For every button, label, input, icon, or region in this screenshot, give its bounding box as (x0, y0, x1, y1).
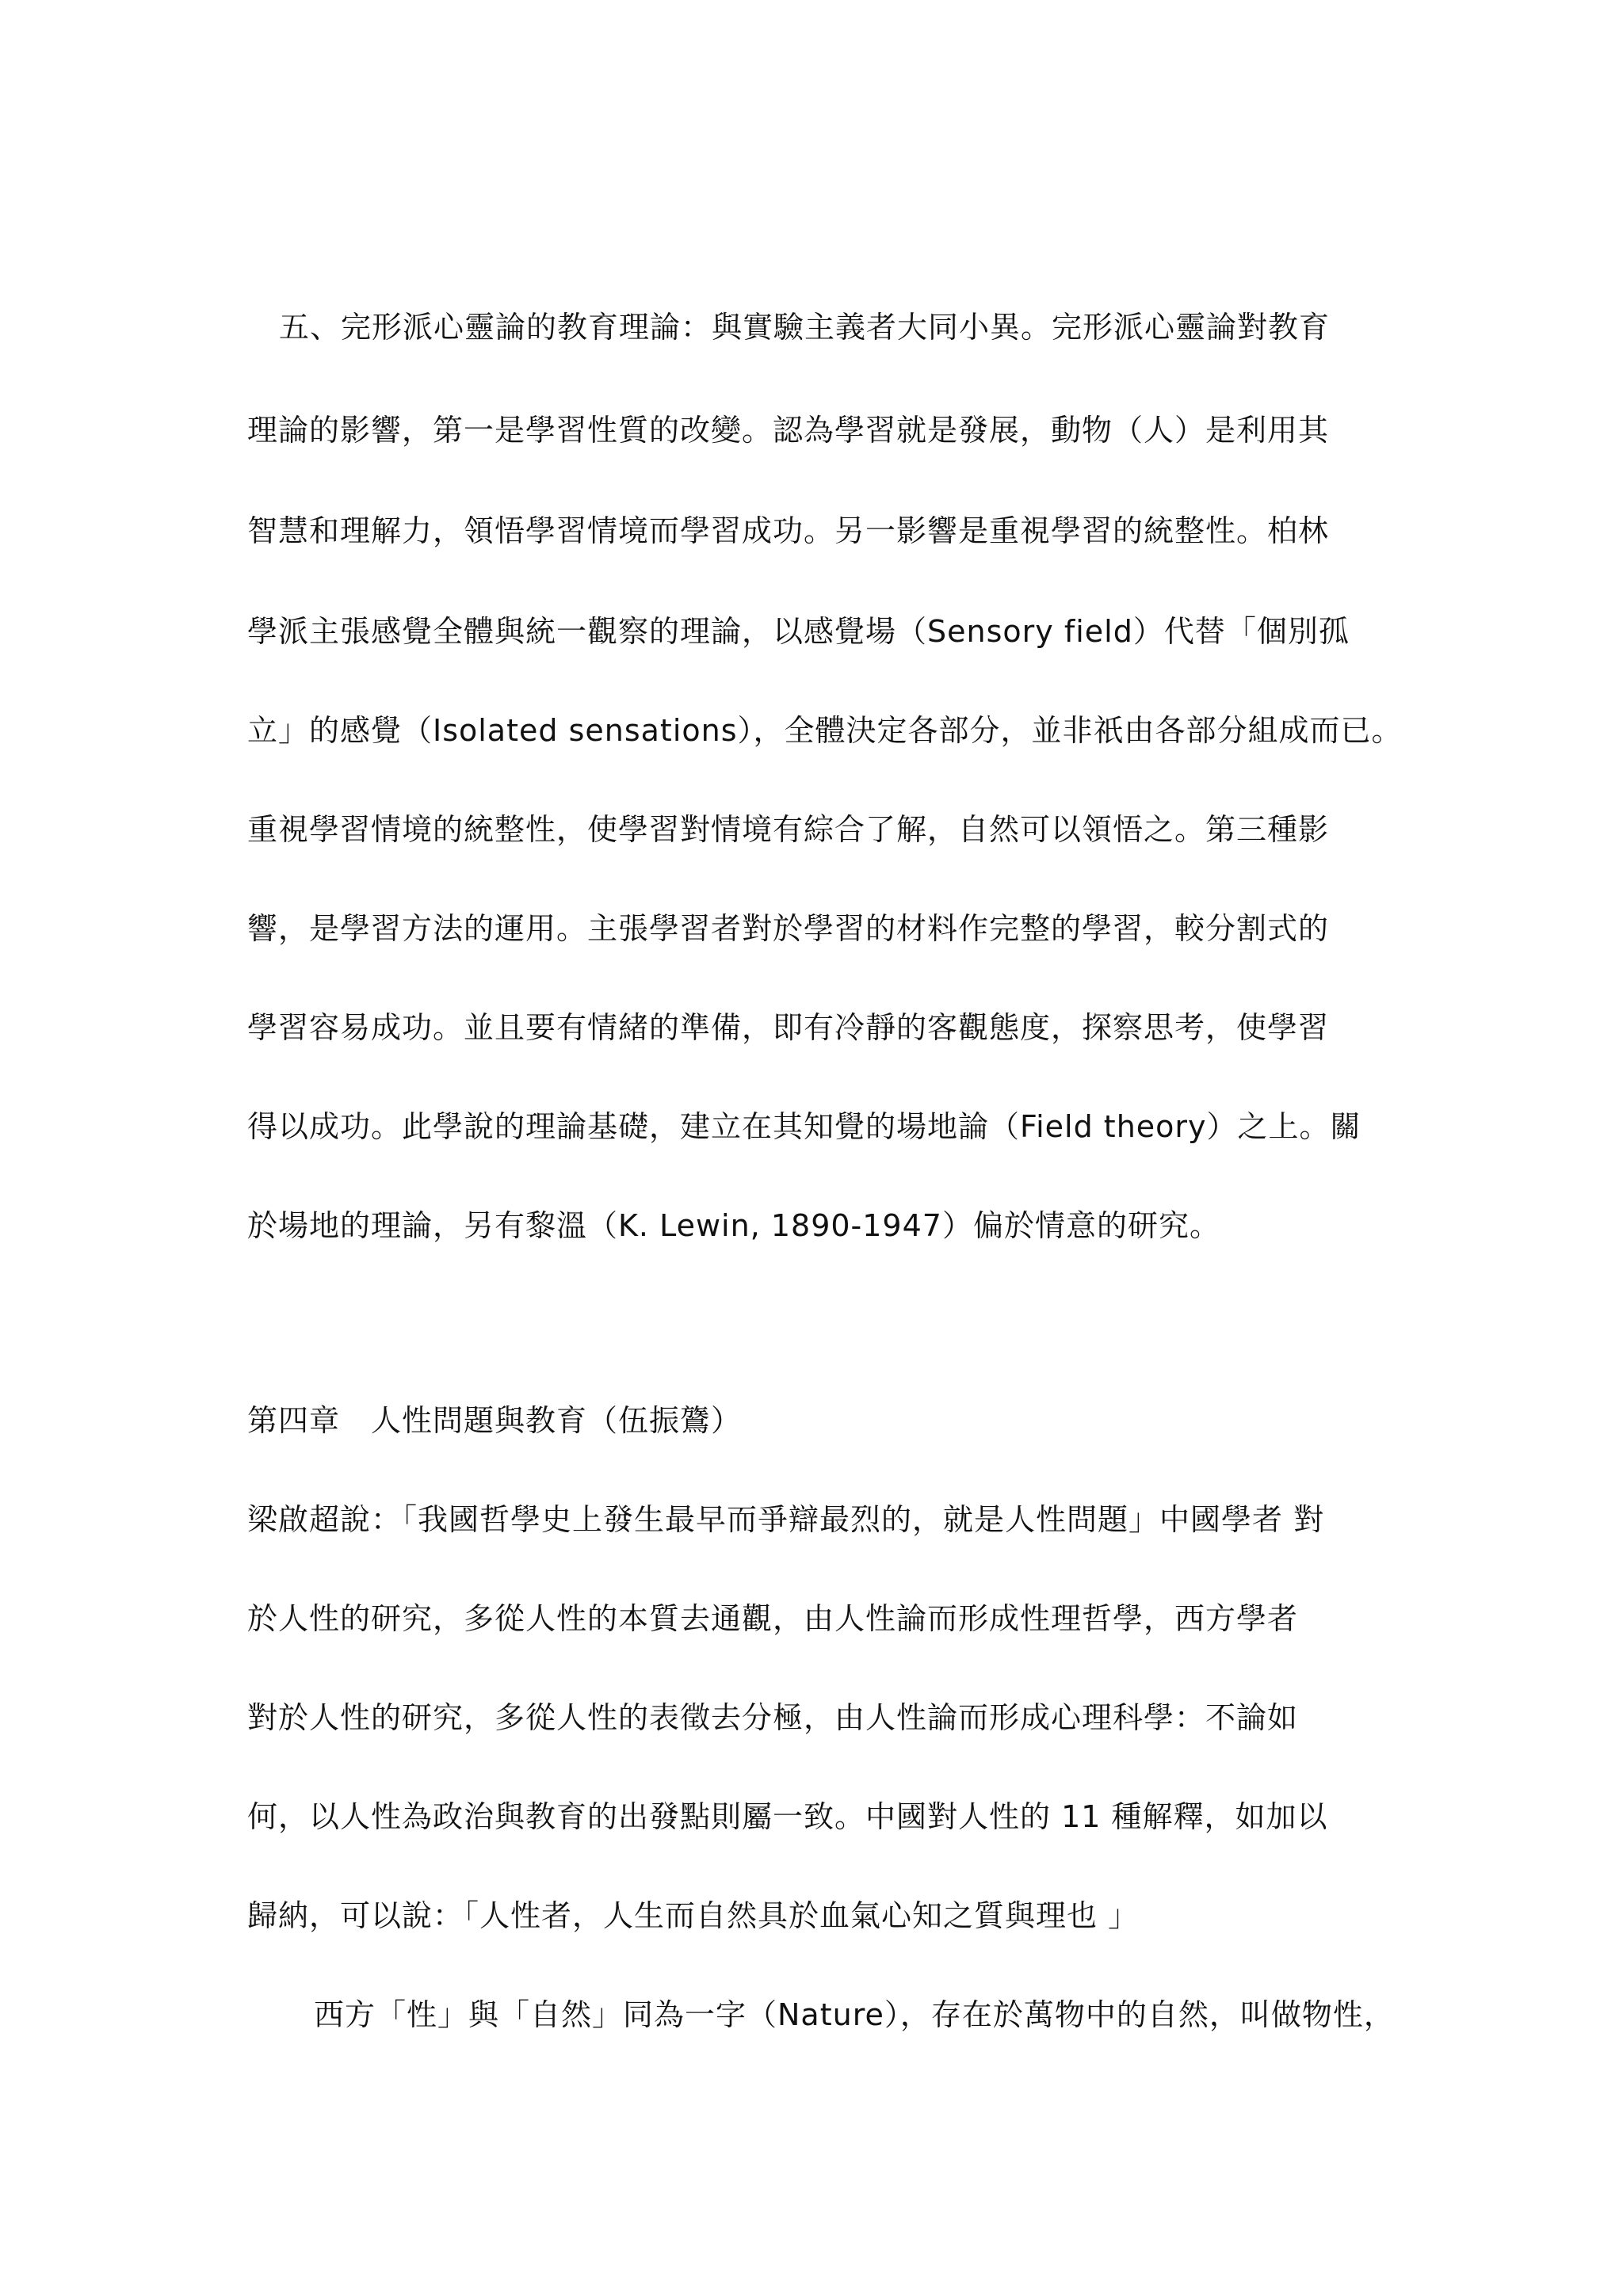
chapter4-line-6: 西方「性」與「自然」同為一字（Nature），存在於萬物中的自然，叫做物性， (314, 1997, 1395, 2032)
section5-line-10: 於場地的理論，另有黎溫（K. Lewin, 1890-1947）偏於情意的研究。 (247, 1208, 1220, 1243)
chapter4-line-3: 對於人性的研究，多從人性的表徵去分極，由人性論而形成心理科學：不論如 (247, 1700, 1299, 1735)
section5-line-5: 立」的感覺（Isolated sensations），全體決定各部分，並非祇由各部分組成而已。 (247, 713, 1403, 748)
chapter4-line-1: 梁啟超說：「我國哲學史上發生最早而爭辯最烈的，就是人性問題」中國學者 對 (247, 1502, 1325, 1537)
section5-line-8: 學習容易成功。並且要有情緒的準備，即有冷靜的客觀態度，探察思考，使學習 (247, 1010, 1330, 1045)
section5-line-3: 智慧和理解力，領悟學習情境而學習成功。另一影響是重視學習的統整性。柏林 (247, 513, 1330, 548)
chapter4-line-4: 何，以人性為政治與教育的出發點則屬一致。中國對人性的 11 種解釋，如加以 (247, 1799, 1328, 1834)
chapter4-line-5: 歸納，可以說：「人性者，人生而自然具於血氣心知之質與理也 」 (247, 1898, 1140, 1933)
section5-line-9: 得以成功。此學說的理論基礎，建立在其知覺的場地論（Field theory）之上。關 (247, 1109, 1361, 1144)
section5-line-1: 五、完形派心靈論的教育理論：與實驗主義者大同小異。完形派心靈論對教育 (279, 310, 1331, 345)
chapter-heading: 第四章 人性問題與教育（伍振鷟） (247, 1403, 743, 1438)
chapter4-line-2: 於人性的研究，多從人性的本質去通觀，由人性論而形成性理哲學，西方學者 (247, 1601, 1299, 1636)
section5-line-4: 學派主張感覺全體與統一觀察的理論，以感覺場（Sensory field）代替「個別孤 (247, 614, 1350, 649)
section5-line-6: 重視學習情境的統整性，使學習對情境有綜合了解，自然可以領悟之。第三種影 (247, 812, 1330, 847)
section5-line-2: 理論的影響，第一是學習性質的改變。認為學習就是發展，動物（人）是利用其 (247, 413, 1330, 448)
section5-line-7: 響，是學習方法的運用。主張學習者對於學習的材料作完整的學習，較分割式的 (247, 911, 1330, 946)
